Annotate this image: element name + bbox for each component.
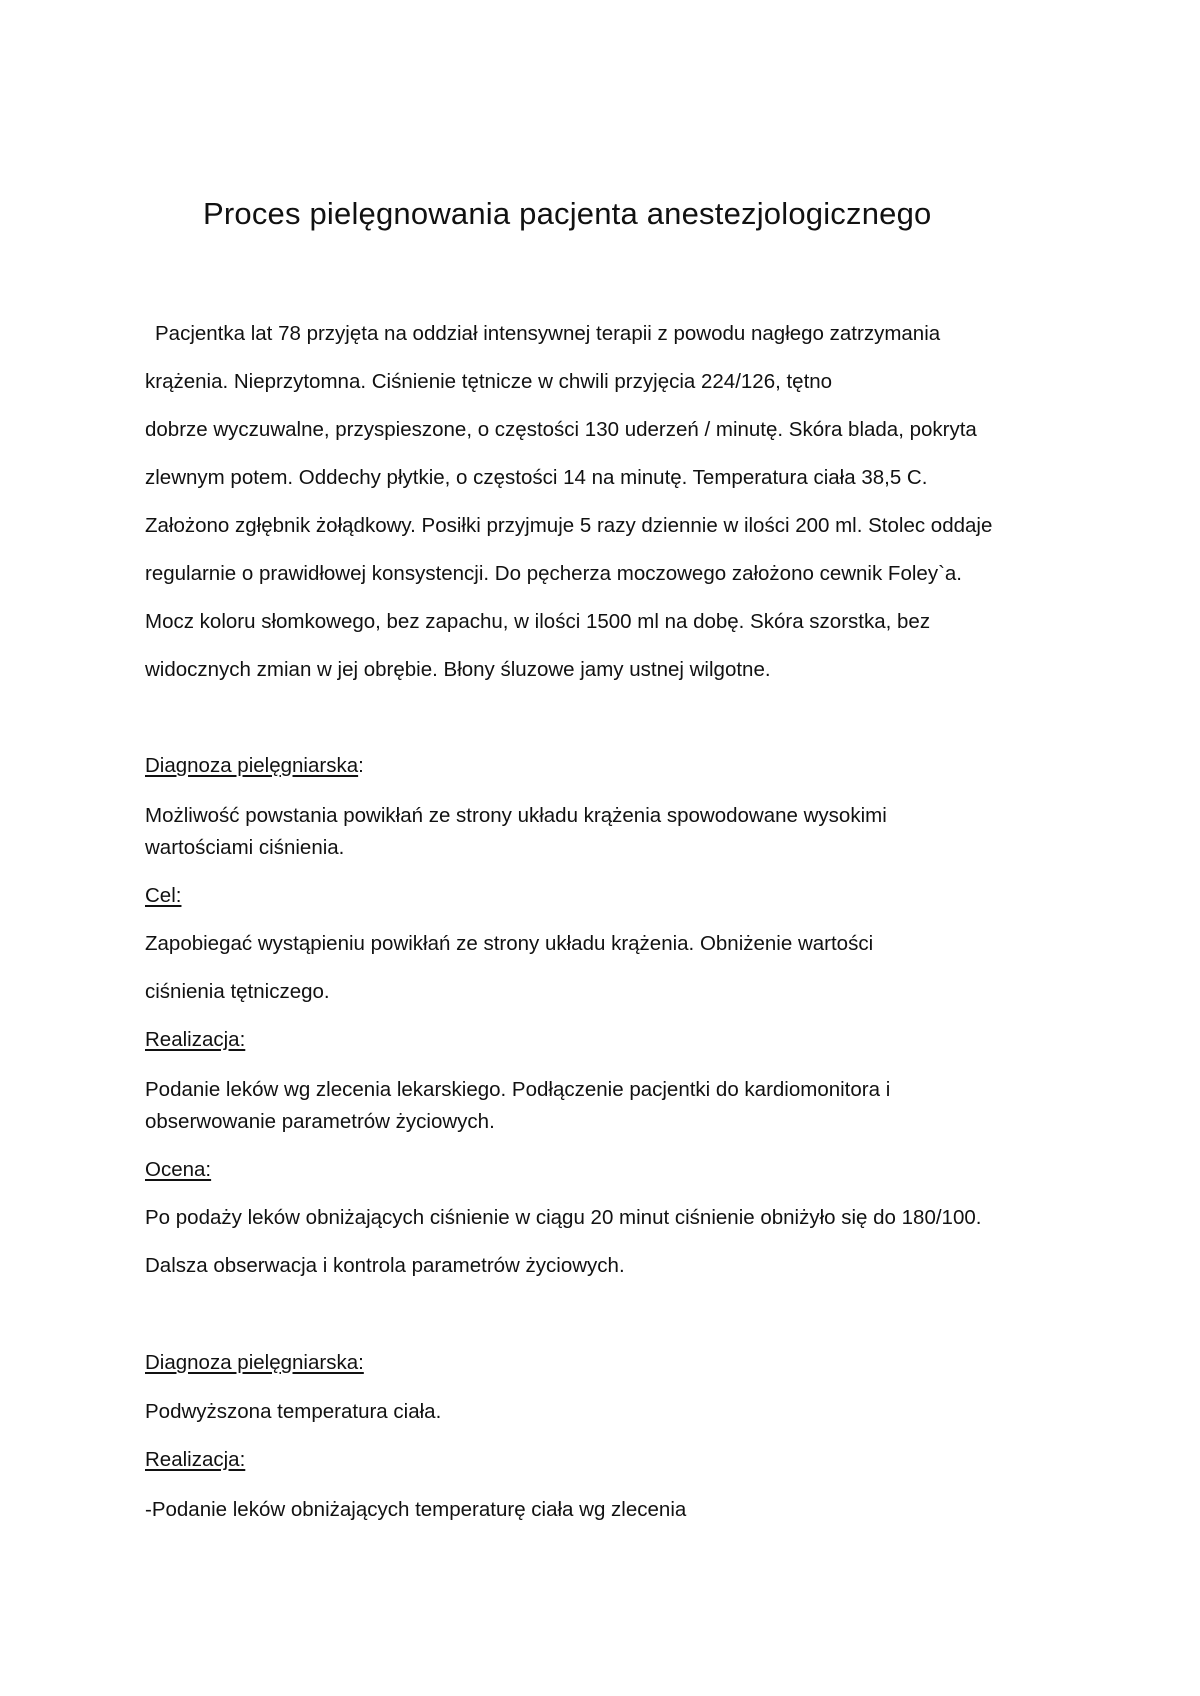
intro-line: widocznych zmian w jej obrębie. Błony śluzowe jamy ustnej wilgotne. [145, 658, 771, 681]
diagnosis-text-2: Podwyższona temperatura ciała. [145, 1400, 442, 1423]
realization-label-2: Realizacja: [145, 1448, 246, 1471]
evaluation-text-line: Dalsza obserwacja i kontrola parametrów życiowych. [145, 1254, 625, 1277]
goal-text-line: ciśnienia tętniczego. [145, 980, 330, 1003]
realization-text-2: -Podanie leków obniżających temperaturę ciała wg zlecenia [145, 1498, 687, 1521]
document-title: Proces pielęgnowania pacjenta anestezjologicznego [203, 196, 932, 231]
intro-line: regularnie o prawidłowej konsystencji. Do pęcherza moczowego założono cewnik Foley`a. [145, 562, 962, 585]
intro-line: dobrze wyczuwalne, przyspieszone, o częstości 130 uderzeń / minutę. Skóra blada, pokryta [145, 418, 977, 441]
realization-text-line: obserwowanie parametrów życiowych. [145, 1110, 495, 1133]
diagnosis-label-2: Diagnoza pielęgniarska: [145, 1351, 364, 1374]
diagnosis-text-line: Możliwość powstania powikłań ze strony układu krążenia spowodowane wysokimi [145, 804, 887, 827]
goal-text-line: Zapobiegać wystąpieniu powikłań ze strony układu krążenia. Obniżenie wartości [145, 932, 874, 955]
intro-line: krążenia. Nieprzytomna. Ciśnienie tętnicze w chwili przyjęcia 224/126, tętno [145, 370, 833, 393]
realization-label: Realizacja: [145, 1028, 246, 1051]
diagnosis-text-line: wartościami ciśnienia. [145, 836, 345, 859]
diagnosis-heading-1 [145, 754, 364, 778]
intro-line: Mocz koloru słomkowego, bez zapachu, w ilości 1500 ml na dobę. Skóra szorstka, bez [145, 610, 931, 633]
evaluation-text-line: Po podaży leków obniżających ciśnienie w ciągu 20 minut ciśnienie obniżyło się do 180/100. [145, 1206, 982, 1229]
intro-line: Założono zgłębnik żołądkowy. Posiłki przyjmuje 5 razy dziennie w ilości 200 ml. Stolec oddaje [145, 514, 993, 537]
realization-text-line: Podanie leków wg zlecenia lekarskiego. Podłączenie pacjentki do kardiomonitora i [145, 1078, 891, 1101]
diagnosis-colon: : [358, 754, 364, 777]
intro-line: zlewnym potem. Oddechy płytkie, o częstości 14 na minutę. Temperatura ciała 38,5 C. [145, 466, 928, 489]
evaluation-label: Ocena: [145, 1158, 212, 1181]
goal-label: Cel: [145, 884, 182, 907]
diagnosis-label: Diagnoza pielęgniarska [145, 754, 359, 777]
intro-line: Pacjentka lat 78 przyjęta na oddział intensywnej terapii z powodu nagłego zatrzymania [155, 322, 941, 345]
